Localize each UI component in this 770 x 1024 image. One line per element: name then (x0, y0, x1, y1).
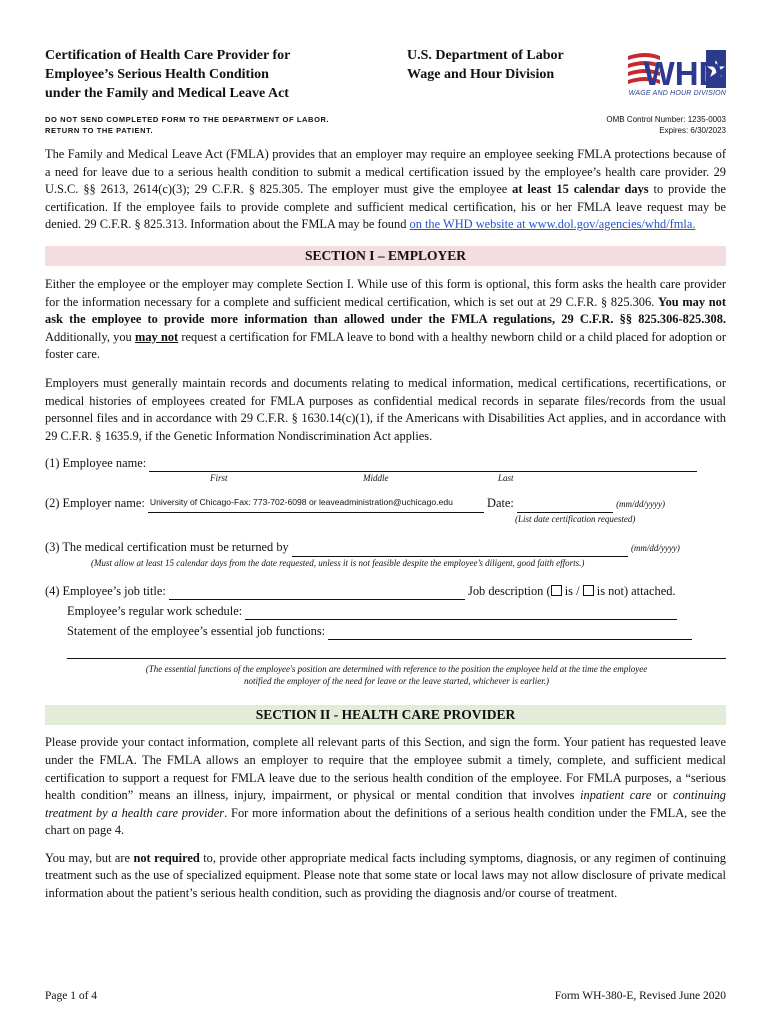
job-functions-caption-line: notified the employer of the need for leave or the leave started, whichever is earlier.) (244, 676, 549, 687)
omb-info (606, 114, 726, 136)
form-header (45, 46, 726, 108)
return-by-input[interactable] (292, 542, 628, 557)
agency-name (407, 46, 564, 84)
logo-letters: WHD (643, 55, 723, 92)
job-description-is-not: is not) attached. (596, 584, 676, 599)
job-description-not-attached-checkbox[interactable] (583, 585, 594, 596)
employer-name-input[interactable] (148, 498, 484, 513)
section-1-paragraph-2: Employers must generally maintain records and documents relating to medical information, medical certifications, recertifications, or medical histories of employees created for FMLA purposes as confidential medical records in separate files/records from the usual personnel files and in accordance with 29 C.F.R. § 1630.14(c)(1), if the Americans with Disabilities Act applies, and in accordance with 29 C.F.R. § 1635.9, if the Genetic Information Nondiscrimination Act applies. (45, 375, 726, 443)
section-1-underline: may not (135, 329, 179, 344)
job-functions-input[interactable] (328, 625, 692, 640)
section-1-text: request a certification for FMLA leave to bond with a healthy newborn child or a child placed for adoption or foster care. (45, 329, 726, 362)
section-2-text: or (651, 788, 673, 803)
return-by-label: (3) The medical certification must be returned by (45, 540, 289, 555)
return-by-caption: (Must allow at least 15 calendar days from the date requested, unless it is not feasible despite the employee’s diligent, good faith efforts.) (91, 558, 585, 569)
employee-name-captions (45, 472, 726, 486)
middle-name-caption: Middle (363, 473, 389, 484)
job-title-row (45, 583, 726, 600)
intro-text: The Family and Medical Leave Act (FMLA) provides that an employer may require an employee seeking FMLA protections because of a need for leave due to a serious health condition to submit a medical certification issued by the employee’s health care provider. 29 U.S.C. §§ 2613, 2614(c)(3); 29 C.F.R. § 825.305. The employer must give the employee (45, 147, 726, 197)
job-title-label: (4) Employee’s job title: (45, 584, 166, 599)
section-2-italic: inpatient care (580, 788, 652, 803)
form-title-line: Certification of Health Care Provider for (45, 48, 291, 63)
job-title-input[interactable] (169, 585, 465, 600)
job-functions-label: Statement of the employee’s essential job functions: (67, 624, 326, 639)
return-notice (45, 114, 329, 136)
job-description-label: Job description ( (468, 584, 551, 599)
intro-bold: at least 15 calendar days (512, 182, 649, 197)
employee-name-input[interactable] (149, 457, 697, 472)
request-date-input[interactable] (517, 498, 613, 513)
section-2-text: to, provide other appropriate medical facts including symptoms, diagnosis, or any regimen of continuing treatment such as the use of specialized equipment. Please note that some state or local laws may not allow disclosure of private medical information about the patient’s serious health condition, such as providing the diagnosis and/or course of treatment. (45, 850, 726, 901)
employer-name-row (45, 495, 726, 513)
section-2-text: . For more information about the definitions of a serious health condition under the FMLA, see the chart on page 4. (45, 805, 726, 838)
page-footer (45, 990, 726, 1002)
section-1-text: Either the employee or the employer may complete Section I. While use of this form is optional, this form asks the health care provider for the information necessary for a complete and sufficient medical certification, which is set out at 29 C.F.R. § 825.306. (45, 276, 726, 309)
return-by-format-hint: (mm/dd/yyyy) (630, 543, 680, 554)
section-2-header: SECTION II - HEALTH CARE PROVIDER (45, 705, 726, 725)
agency-line: U.S. Department of Labor (407, 48, 564, 63)
form-page (45, 46, 726, 903)
date-caption: (List date certification requested) (515, 514, 636, 525)
section-2-text: Please provide your contact information, complete all relevant parts of this Section, and sign the form. Your patient has requested leave under the FMLA. The FMLA allows an employer to require that the employee submit a timely, complete, and sufficient medical certification to support a request for FMLA leave due to the serious health condition of the employee. For FMLA purposes, a “serious health condition” means an illness, injury, impairment, or physical or mental condition that involves (45, 735, 726, 803)
return-notice-line: RETURN TO THE PATIENT. (45, 126, 154, 135)
intro-text: to provide the certification. If the employee fails to provide complete and sufficient medical certification, his or her FMLA leave request may be denied. 29 C.F.R. § 825.313. Information about the FMLA may be found (45, 182, 726, 232)
omb-expiry: Expires: 6/30/2023 (659, 126, 726, 135)
page-number: Page 1 of 4 (45, 990, 98, 1002)
section-1-paragraph-1 (45, 276, 726, 364)
section-2-paragraph-2 (45, 850, 726, 903)
job-functions-caption-line: (The essential functions of the employee's position are determined with reference to the position the employee held at the time the employee (145, 664, 648, 675)
intro-paragraph (45, 146, 726, 234)
omb-number: OMB Control Number: 1235-0003 (606, 115, 726, 124)
section-2-text: You may, but are (45, 850, 134, 865)
whd-logo-icon (626, 46, 726, 96)
employee-name-label: (1) Employee name: (45, 456, 147, 471)
first-name-caption: First (210, 473, 228, 484)
return-by-row (45, 539, 726, 557)
work-schedule-row (45, 603, 726, 620)
job-description-attached-checkbox[interactable] (551, 585, 562, 596)
form-title-line: under the Family and Medical Leave Act (45, 86, 289, 101)
employer-name-value: University of Chicago-Fax: 773-702-6098 or leaveadministration@uchicago.edu (149, 497, 453, 508)
agency-line: Wage and Hour Division (407, 67, 555, 82)
form-revision: Form WH-380-E, Revised June 2020 (554, 990, 726, 1002)
whd-website-link[interactable]: on the WHD website at www.dol.gov/agencies/whd/fmla. (409, 217, 696, 232)
section-1-header: SECTION I – EMPLOYER (45, 246, 726, 266)
date-label: Date: (487, 496, 514, 511)
work-schedule-label: Employee’s regular work schedule: (67, 604, 243, 619)
section-1-text: Additionally, you (45, 329, 135, 344)
form-subheader (45, 114, 726, 146)
employer-name-label: (2) Employer name: (45, 496, 145, 511)
section-1-bold: You may not ask the employee to provide more information than allowed under the FMLA regulations, 29 C.F.R. §§ 825.306-825.308. (45, 294, 726, 327)
last-name-caption: Last (498, 473, 514, 484)
job-functions-input-line-2[interactable] (67, 646, 726, 659)
date-caption-row (45, 513, 726, 527)
section-2-italic: continuing treatment by a health care provider (45, 788, 726, 820)
date-format-hint: (mm/dd/yyyy) (616, 499, 666, 510)
job-functions-row (45, 623, 726, 640)
job-description-is: is / (564, 584, 580, 599)
employee-name-row (45, 455, 726, 472)
job-functions-caption (45, 663, 726, 687)
return-notice-line: DO NOT SEND COMPLETED FORM TO THE DEPARTMENT OF LABOR. (45, 115, 330, 124)
section-2-paragraph-1 (45, 734, 726, 840)
section-2-bold: not required (133, 850, 200, 865)
form-title (45, 46, 345, 103)
work-schedule-input[interactable] (245, 605, 677, 620)
form-title-line: Employee’s Serious Health Condition (45, 67, 269, 82)
logo-caption: WAGE AND HOUR DIVISION (628, 90, 726, 97)
